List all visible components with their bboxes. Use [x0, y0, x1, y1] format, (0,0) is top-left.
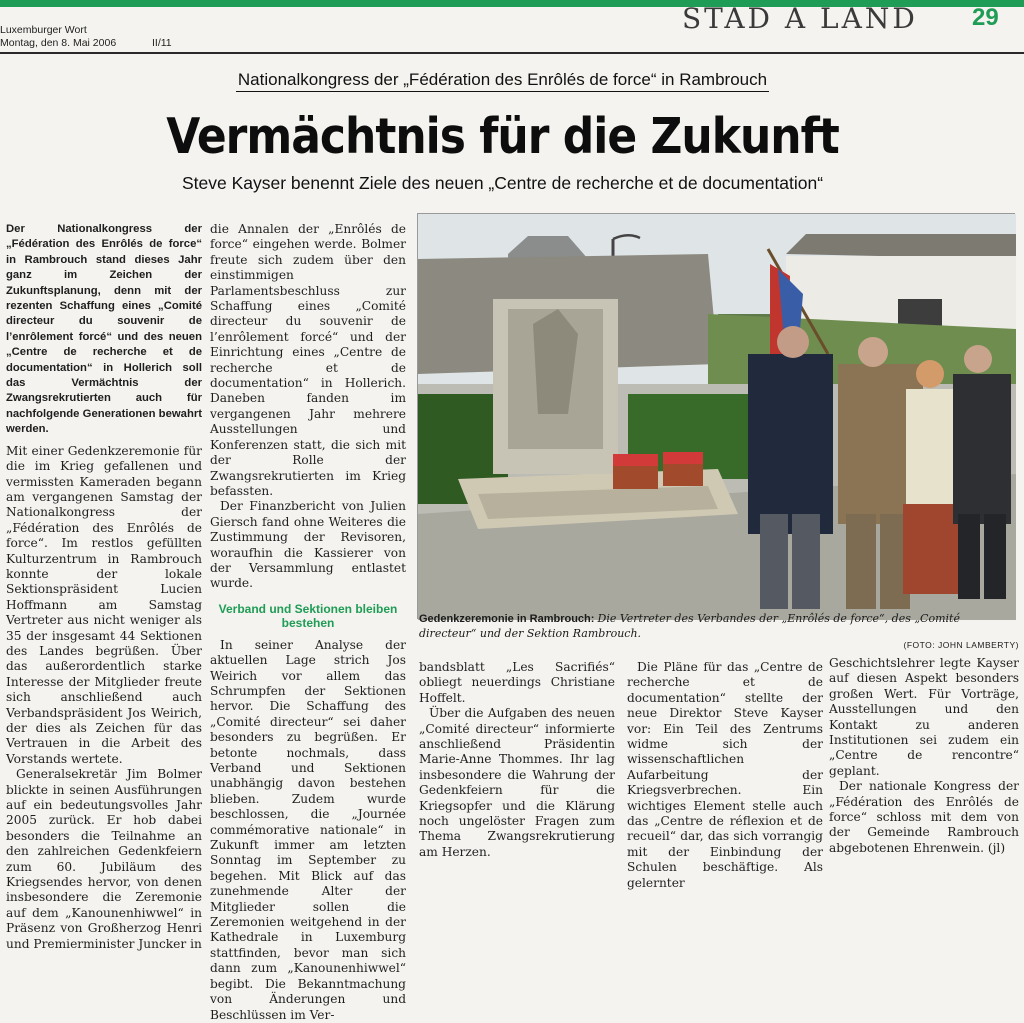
paragraph: Generalsekretär Jim Bolmer blickte in seinen Ausführungen auf ein bedeutungsvolles Jahr 2005 zurück. Er hob dabei besonders die Teilnahme an den zahlreichen Gedenkfeiern zum 60. Jubiläum des Kriegsendes hervor, von denen insbesondere die Zeremonie auf dem „Kanounenhiwwel“ in Präsenz von Großherzog Henri und Premierminister Juncker in [6, 767, 202, 951]
article-lead: Der Nationalkongress der „Fédération des Enrôlés de force“ in Rambrouch stand dieses Jahr ganz im Zeichen der Zukunftsplanung, denn mit der rezenten Schaffung eines „Comité directeur du souvenir de l’enrôlement forcé“ und des neuen „Centre de recherche et de documentation“ in Hollerich soll das Vermächtnis der Zwangsrekrutierten auch für nachfolgende Generationen bewahrt werden. [6, 223, 202, 436]
article-column-1 [6, 222, 202, 951]
article-column-5 [829, 656, 1019, 855]
paragraph: Die Pläne für das „Centre de recherche et de documentation“ stellte der neue Direktor Steve Kayser vor: Ein Teil des Zentrums widme sich der wissenschaftlichen Aufarbeitung der Kriegsverbrechen. Ein wichtiges Element stelle auch das „Centre de réflexion et de recueil“ dar, das sich vorrangig mit der Einbindung der Schulen beschäftige. Als gelernter [627, 660, 823, 890]
article-subheadline: Steve Kayser benennt Ziele des neuen „Centre de recherche et de documentation“ [181, 173, 824, 193]
photo-credit: (FOTO: JOHN LAMBERTY) [903, 640, 1019, 650]
article-photo [417, 213, 1015, 619]
article-kicker [0, 70, 1005, 90]
section-title: STAD A LAND [682, 2, 918, 35]
paragraph: Geschichtslehrer legte Kayser auf diesen Aspekt besonders großen Wert. Für Vorträge, Ausstellungen und den Kontakt zu anderen Institutionen sei zudem ein „Centre de rencontre“ geplant. [829, 656, 1019, 778]
newspaper-name: Luxemburger Wort [0, 24, 87, 36]
paragraph: Der Finanzbericht von Julien Giersch fand ohne Weiteres die Zustimmung der Revisoren, woraufhin die Kassierer von der Versammlung entlastet wurde. [210, 499, 406, 591]
article-column-4 [627, 660, 823, 890]
paragraph: Der nationale Kongress der „Fédération des Enrôlés de force“ schloss mit dem von der Gemeinde Rambrouch abgebotenen Ehrenwein. (jl) [829, 779, 1019, 855]
page-number: 29 [972, 4, 999, 31]
memorial-ceremony-photo [418, 214, 1016, 620]
article-column-2 [210, 222, 406, 1022]
header-rule [0, 52, 1024, 54]
caption-label: Gedenkzeremonie in Rambrouch: [419, 613, 595, 625]
issue-number: II/11 [152, 37, 172, 49]
paragraph: Über die Aufgaben des neuen „Comité directeur“ informierte anschließend Präsidentin Marie-Anne Thommes. Ihr lag insbesondere die Wahrung der Gedenkfeiern für die Kriegsopfer und die Klärung noch ungelöster Fragen zum Thema Zwangsrekrutierung am Herzen. [419, 706, 615, 859]
paragraph: die Annalen der „Enrôlés de force“ eingehen werde. Bolmer freute sich zudem über den einstimmigen Parlamentsbeschluss zur Schaffung eines „Comité directeur du souvenir de l’enrôlement forcé“ und der Einrichtung eines „Centre de recherche et de documentation“ in Hollerich. Daneben fanden im vergangenen Jahr mehrere Ausstellungen und Konferenzen statt, die sich mit der Rolle der Zwangsrekrutierten im Krieg befassten. [210, 222, 406, 498]
masthead [0, 24, 116, 49]
photo-caption [419, 612, 1019, 653]
kicker-text: Nationalkongress der „Fédération des Enrôlés de force“ in Rambrouch [236, 70, 769, 92]
caption-text: Die Vertreter des Verbandes der „Enrôlés de force“, des „Comité directeur“ und der Sektion Rambrouch. [419, 612, 960, 640]
article-column-3 [419, 660, 615, 859]
paragraph: bandsblatt „Les Sacrifiés“ obliegt neuerdings Christiane Hoffelt. [419, 660, 615, 705]
article-headline: Vermächtnis für die Zukunft [166, 108, 839, 166]
issue-date: Montag, den 8. Mai 2006 [0, 36, 117, 49]
paragraph: Mit einer Gedenkzeremonie für die im Krieg gefallenen und vermissten Kameraden begann am vergangenen Samstag der Nationalkongress der „Fédération des Enrôlés de force“. Im restlos gefüllten Kulturzentrum in Rambrouch konnte der lokale Sektionspräsident Lucien Hoffmann am Samstag Vertreter aus nicht weniger als 35 der insgesamt 44 Sektionen des Landes begrüßen. Über das außerordentlich starke Interesse der Mitglieder freute sich anschließend auch Verbandspräsident Jos Weirich, der dies als Zeichen für das Vertrauen in die Arbeit des Vorstands wertete. [6, 443, 202, 766]
paragraph: In seiner Analyse der aktuellen Lage strich Jos Weirich vor allem das Schrumpfen der Sektionen hervor. Die Schaffung des „Comité directeur“ sei daher besonders zu begrüßen. Er betonte nochmals, dass Verband und Sektionen unabhängig davon bestehen blieben. Zudem wurde beschlossen, die „Journée commémorative nationale“ in Zukunft immer am letzten Sonntag im September zu begehen. Mit Blick auf das zunehmende Alter der Mitglieder sollen die Zeremonien weitgehend in der Kathedrale in Luxemburg stattfinden, bevor man sich dann zum „Kanounenhiwwel“ begibt. Die Bekanntmachung von Änderungen und Beschlüssen im Ver- [210, 637, 406, 1022]
column-subheading: Verband und Sektionen bleiben bestehen [218, 601, 398, 630]
